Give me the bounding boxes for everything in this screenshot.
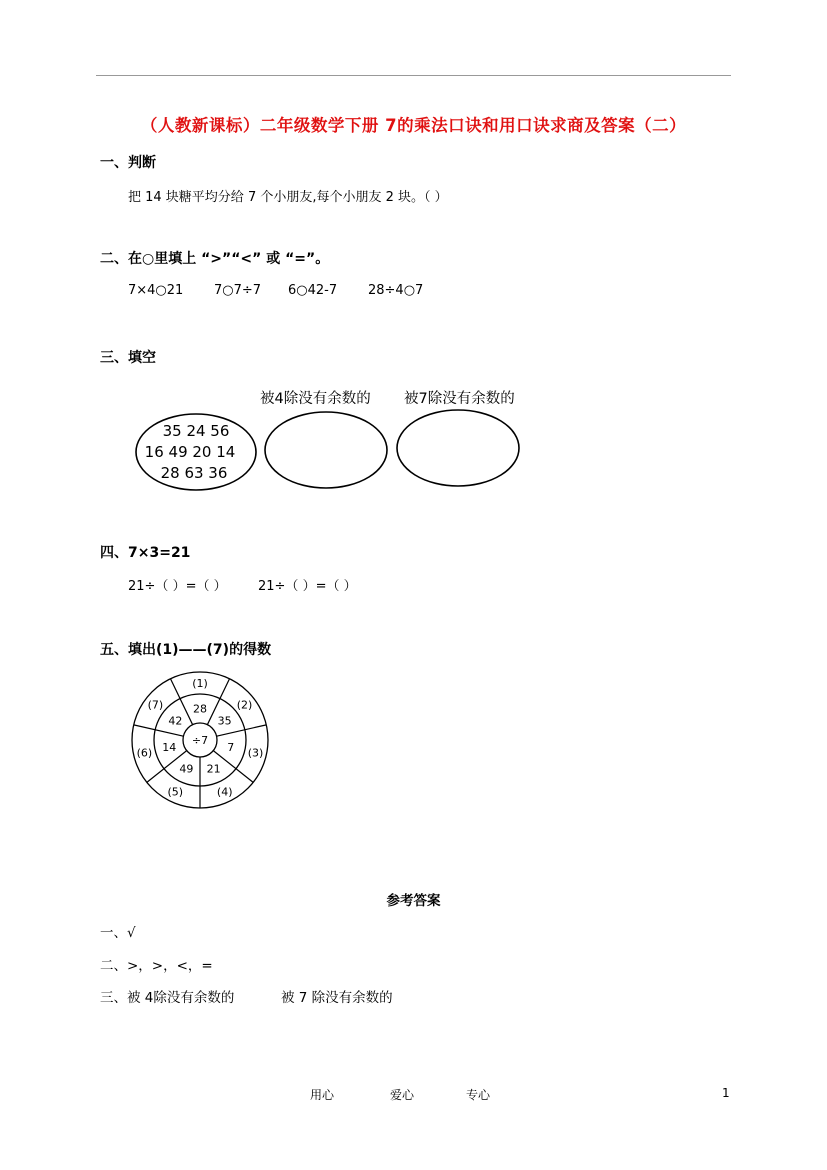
wheel-center-operator: ÷7 [191,734,209,747]
wheel-dividend: 14 [162,741,177,755]
compare-item-1: 7×4○21 [128,283,184,298]
numbers-row-1: 35 24 56 [162,422,230,440]
section-4-q1: 21÷（ ）=（ ） [128,579,227,594]
wheel-graphics [132,672,268,808]
wheel-dividend: 42 [168,714,183,728]
wheel-dividend: 28 [193,702,207,716]
footer-word-1: 用心 [310,1088,335,1102]
compare-item-4: 28÷4○7 [368,283,424,298]
wheel-dividend: 7 [227,741,235,755]
section-5-heading: 五、填出(1)——(7)的得数 [100,642,272,658]
answers-heading: 参考答案 [386,893,441,909]
answer-1: 一、√ [100,925,136,941]
section-1-question: 把 14 块糖平均分给 7 个小朋友,每个小朋友 2 块。（ ） [128,190,448,205]
answer-2: 二、>，>，<，= [100,958,213,974]
footer-word-3: 专心 [466,1088,491,1102]
wheel-answer-label: (7) [147,698,164,712]
section-2-heading: 二、在○里填上 “>”“<” 或 “=”。 [100,251,330,267]
answer-3-part-1: 三、被 4除没有余数的 [100,990,235,1006]
answer-oval-div7 [397,410,519,486]
wheel-answer-label: (2) [236,698,253,712]
wheel-dividend: 49 [179,762,194,776]
compare-item-3: 6○42-7 [288,283,338,298]
wheel-answer-label: (3) [247,746,264,760]
section-4-q2: 21÷（ ）=（ ） [258,579,357,594]
footer-word-2: 爱心 [390,1088,415,1102]
header-rule [96,75,731,76]
section-1-heading: 一、判断 [100,155,156,171]
oval-label-div4: 被4除没有余数的 [260,391,371,407]
answer-oval-div4 [265,412,387,488]
wheel-answer-label: (4) [216,785,233,799]
compare-item-2: 7○7÷7 [214,283,262,298]
wheel-dividend: 35 [217,714,232,728]
wheel-dividend: 21 [206,762,221,776]
numbers-row-2: 16 49 20 14 [144,443,236,461]
section-4-heading: 四、7×3=21 [100,545,191,561]
page-title: （人教新课标）二年级数学下册 7的乘法口诀和用口诀求商及答案（二） [140,116,687,135]
page-number: 1 [722,1086,730,1100]
wheel-answer-label: (6) [136,746,153,760]
wheel-answer-label: (5) [167,785,184,799]
wheel-answer-label: (1) [192,677,208,690]
numbers-row-3: 28 63 36 [160,464,228,482]
answer-3-part-2: 被 7 除没有余数的 [281,990,393,1006]
oval-label-div7: 被7除没有余数的 [404,391,515,407]
oval-sets-figure [128,408,528,494]
division-wheel [128,670,272,814]
section-3-heading: 三、填空 [100,350,156,366]
